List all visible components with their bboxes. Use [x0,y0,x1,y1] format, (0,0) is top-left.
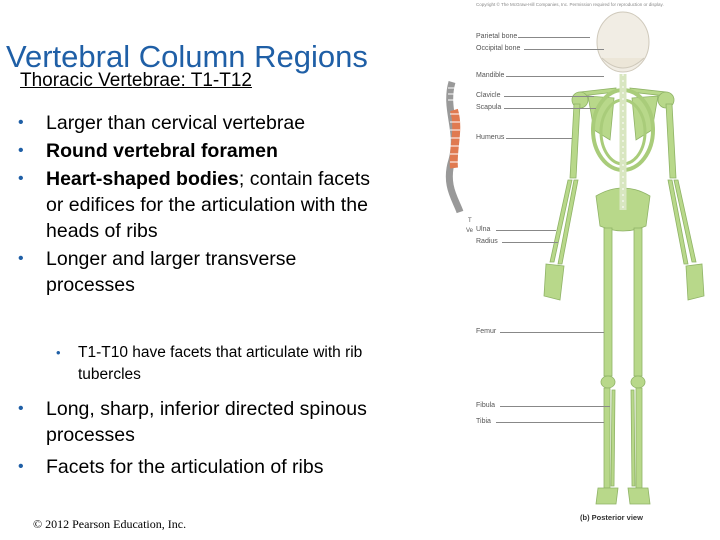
bullet-list-2 [18,396,388,486]
label-fibula: Fibula [476,402,496,409]
sub-bullet-list [56,342,366,386]
label-mandible: Mandible [476,72,505,79]
list-item: • Round vertebral foramen [18,140,278,162]
label-occipital-bone: Occipital bone [476,45,521,52]
label-humerus: Humerus [476,134,505,141]
skeleton-figure [430,0,720,540]
bullet-icon: • [18,458,24,475]
list-item: • Facets for the articulation of ribs [18,456,324,478]
label-ulna: Ulna [476,226,491,233]
list-item: • Long, sharp, inferior directed spinous processes [18,398,367,446]
list-item: • Heart-shaped bodies; contain facets or edifices for the articulation with the heads of ribs [18,168,371,242]
list-item: • Longer and larger transverse processes [18,248,297,296]
bullet-icon: • [56,345,61,360]
label-femur: Femur [476,328,497,335]
bullet-icon: • [18,400,24,417]
label-radius: Radius [476,238,498,245]
sub-list-item: • T1-T10 have facets that articulate with rib tubercles [56,344,363,383]
bullet-icon: • [18,142,24,159]
section-subtitle: Thoracic Vertebrae: T1-T12 [20,70,252,91]
bullet-icon: • [18,114,24,131]
bullet-icon: • [18,170,24,187]
label-clavicle: Clavicle [476,92,501,99]
label-tibia: Tibia [476,418,491,425]
list-item: • Larger than cervical vertebrae [18,112,306,134]
figure-credit: Copyright © The McGraw-Hill Companies, Inc. Permission required for reproduction or display. [476,2,664,7]
inset-label-fragment: Ve [466,228,474,234]
spine-inset [448,82,460,212]
bullet-icon: • [18,250,24,267]
figure-caption: (b) Posterior view [580,513,643,522]
inset-label-fragment: T [468,218,472,224]
label-parietal-bone: Parietal bone [476,33,518,40]
page-title: Vertebral Column Regions [6,38,368,74]
copyright-notice: © 2012 Pearson Education, Inc. [33,517,187,531]
skeleton-illustration [430,0,720,540]
label-scapula: Scapula [476,104,502,111]
bullet-list [18,110,388,300]
